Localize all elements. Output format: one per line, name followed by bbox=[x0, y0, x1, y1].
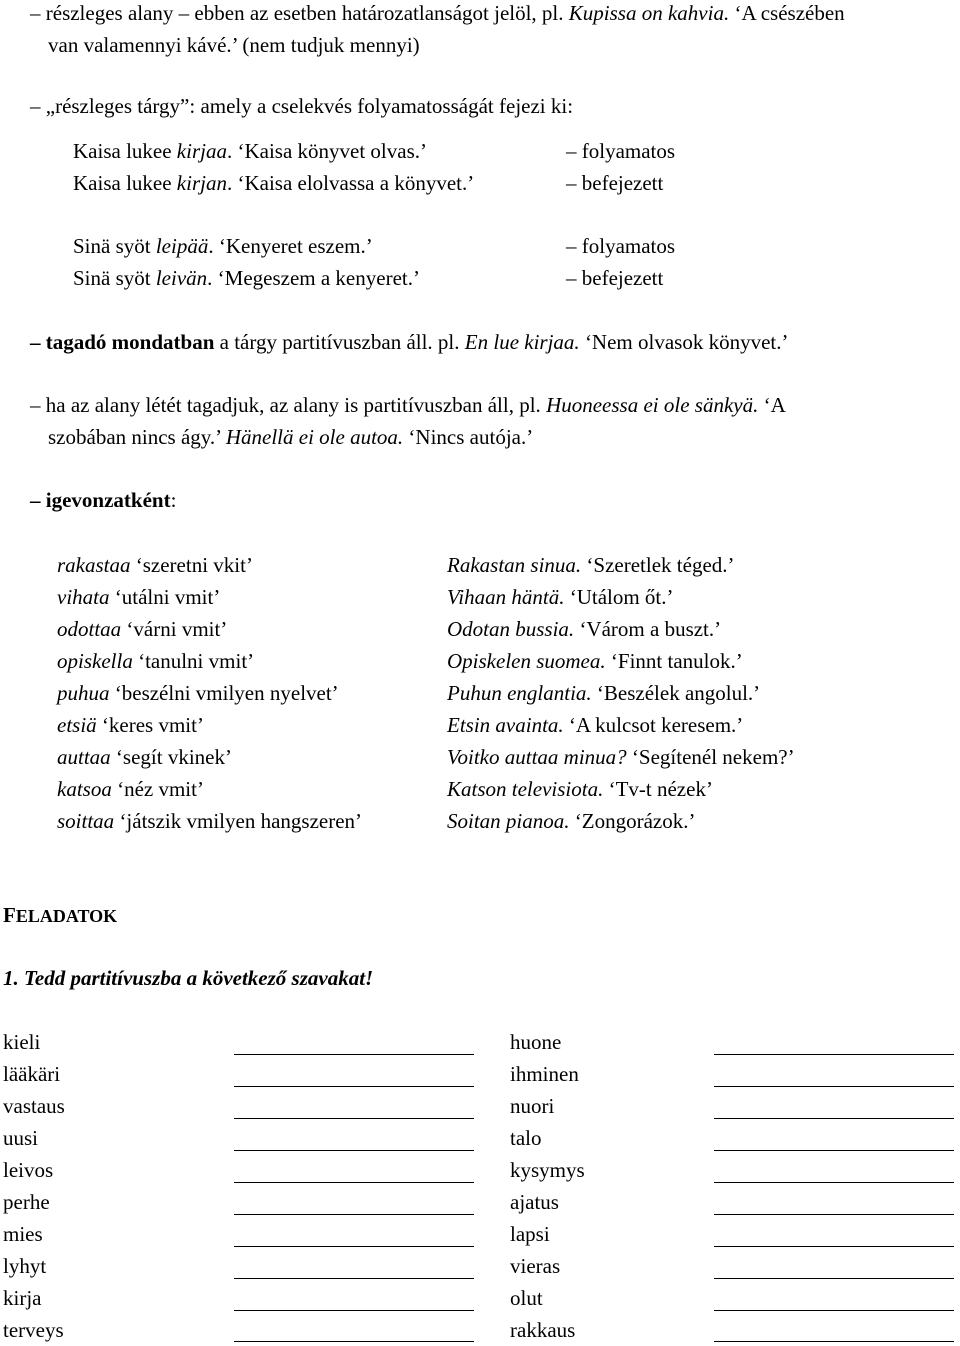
answer-blank-left[interactable] bbox=[234, 1278, 474, 1279]
answer-blank-right[interactable] bbox=[714, 1086, 954, 1087]
verb-example: Vihaan häntä. ‘Utálom őt.’ bbox=[447, 585, 674, 609]
word-right: ihminen bbox=[510, 1062, 579, 1086]
intro-line-1 bbox=[30, 3, 845, 24]
word-left: lyhyt bbox=[3, 1254, 47, 1278]
verb-example: Opiskelen suomea. ‘Finnt tanulok.’ bbox=[447, 649, 743, 673]
answer-blank-right[interactable] bbox=[714, 1118, 954, 1119]
exercises-heading: FELADATOK bbox=[3, 903, 118, 927]
example-2-sentence: Kaisa lukee kirjan. ‘Kaisa elolvassa a könyvet.’ bbox=[73, 171, 475, 195]
word-right: ajatus bbox=[510, 1190, 559, 1214]
answer-blank-left[interactable] bbox=[234, 1246, 474, 1247]
word-left: kieli bbox=[3, 1030, 41, 1054]
verb-row: soittaa ‘játszik vmilyen hangszeren’ bbox=[57, 809, 363, 833]
answer-blank-left[interactable] bbox=[234, 1310, 474, 1311]
word-left: terveys bbox=[3, 1318, 64, 1342]
answer-blank-left[interactable] bbox=[234, 1182, 474, 1183]
word-left: uusi bbox=[3, 1126, 39, 1150]
example-3-aspect: – folyamatos bbox=[566, 234, 676, 258]
answer-blank-left[interactable] bbox=[234, 1341, 474, 1342]
verb-example: Etsin avainta. ‘A kulcsot keresem.’ bbox=[447, 713, 744, 737]
word-right: talo bbox=[510, 1126, 542, 1150]
word-right: huone bbox=[510, 1030, 562, 1054]
word-left: mies bbox=[3, 1222, 43, 1246]
verb-row: katsoa ‘néz vmit’ bbox=[57, 777, 204, 801]
example-2-aspect: – befejezett bbox=[566, 171, 664, 195]
answer-blank-right[interactable] bbox=[714, 1341, 954, 1342]
example-1-sentence: Kaisa lukee kirjaa. ‘Kaisa könyvet olvas.’ bbox=[73, 139, 428, 163]
verb-row: vihata ‘utálni vmit’ bbox=[57, 585, 221, 609]
intro-line-1-gloss: ‘A csészében bbox=[734, 1, 845, 25]
verb-example: Voitko auttaa minua? ‘Segítenél nekem?’ bbox=[447, 745, 795, 769]
verb-row: auttaa ‘segít vkinek’ bbox=[57, 745, 232, 769]
answer-blank-right[interactable] bbox=[714, 1054, 954, 1055]
verb-row: odottaa ‘várni vmit’ bbox=[57, 617, 228, 641]
answer-blank-right[interactable] bbox=[714, 1278, 954, 1279]
answer-blank-left[interactable] bbox=[234, 1214, 474, 1215]
answer-blank-left[interactable] bbox=[234, 1150, 474, 1151]
example-4-sentence: Sinä syöt leivän. ‘Megeszem a kenyeret.’ bbox=[73, 266, 420, 290]
word-left: perhe bbox=[3, 1190, 50, 1214]
verb-row: opiskella ‘tanulni vmit’ bbox=[57, 649, 255, 673]
answer-blank-right[interactable] bbox=[714, 1246, 954, 1247]
word-left: leivos bbox=[3, 1158, 54, 1182]
word-left: vastaus bbox=[3, 1094, 65, 1118]
word-right: olut bbox=[510, 1286, 543, 1310]
verb-row: puhua ‘beszélni vmilyen nyelvet’ bbox=[57, 681, 339, 705]
example-4-aspect: – befejezett bbox=[566, 266, 664, 290]
answer-blank-right[interactable] bbox=[714, 1310, 954, 1311]
word-right: lapsi bbox=[510, 1222, 550, 1246]
intro-line-2: van valamennyi kávé.’ (nem tudjuk mennyi) bbox=[48, 33, 420, 57]
answer-blank-right[interactable] bbox=[714, 1182, 954, 1183]
verb-example: Odotan bussia. ‘Várom a buszt.’ bbox=[447, 617, 722, 641]
answer-blank-left[interactable] bbox=[234, 1118, 474, 1119]
verb-example: Soitan pianoa. ‘Zongorázok.’ bbox=[447, 809, 696, 833]
word-right: vieras bbox=[510, 1254, 561, 1278]
verbs-heading: – igevonzatként: bbox=[30, 488, 177, 512]
answer-blank-left[interactable] bbox=[234, 1086, 474, 1087]
existence-rule-line-2: szobában nincs ágy.’ Hänellä ei ole autoa. ‘Nincs autója.’ bbox=[48, 425, 534, 449]
existence-rule-line-1: – ha az alany létét tagadjuk, az alany is partitívuszban áll, pl. Huoneessa ei ole sänkyä. ‘A bbox=[30, 393, 786, 417]
word-right: nuori bbox=[510, 1094, 555, 1118]
negation-rule: – tagadó mondatban a tárgy partitívuszban áll. pl. En lue kirjaa. ‘Nem olvasok könyvet.’ bbox=[30, 330, 789, 354]
answer-blank-right[interactable] bbox=[714, 1150, 954, 1151]
example-3-sentence: Sinä syöt leipää. ‘Kenyeret eszem.’ bbox=[73, 234, 373, 258]
verb-row: rakastaa ‘szeretni vkit’ bbox=[57, 553, 253, 577]
intro-line-1-example: Kupissa on kahvia. bbox=[568, 1, 730, 25]
intro-line-3: – „részleges tárgy”: amely a cselekvés folyamatosságát fejezi ki: bbox=[30, 94, 574, 118]
answer-blank-right[interactable] bbox=[714, 1214, 954, 1215]
word-left: kirja bbox=[3, 1286, 42, 1310]
verb-example: Rakastan sinua. ‘Szeretlek téged.’ bbox=[447, 553, 735, 577]
task-1-title: 1. Tedd partitívuszba a következő szavakat! bbox=[3, 966, 374, 990]
verb-example: Puhun englantia. ‘Beszélek angolul.’ bbox=[447, 681, 761, 705]
verb-example: Katson televisiota. ‘Tv-t nézek’ bbox=[447, 777, 713, 801]
word-right: rakkaus bbox=[510, 1318, 576, 1342]
word-left: lääkäri bbox=[3, 1062, 61, 1086]
answer-blank-left[interactable] bbox=[234, 1054, 474, 1055]
intro-line-1-text: – részleges alany – ebben az esetben határozatlanságot jelöl, pl. bbox=[30, 1, 564, 25]
verb-row: etsiä ‘keres vmit’ bbox=[57, 713, 204, 737]
example-1-aspect: – folyamatos bbox=[566, 139, 676, 163]
negation-lead: – tagadó mondatban bbox=[30, 330, 215, 354]
word-right: kysymys bbox=[510, 1158, 585, 1182]
